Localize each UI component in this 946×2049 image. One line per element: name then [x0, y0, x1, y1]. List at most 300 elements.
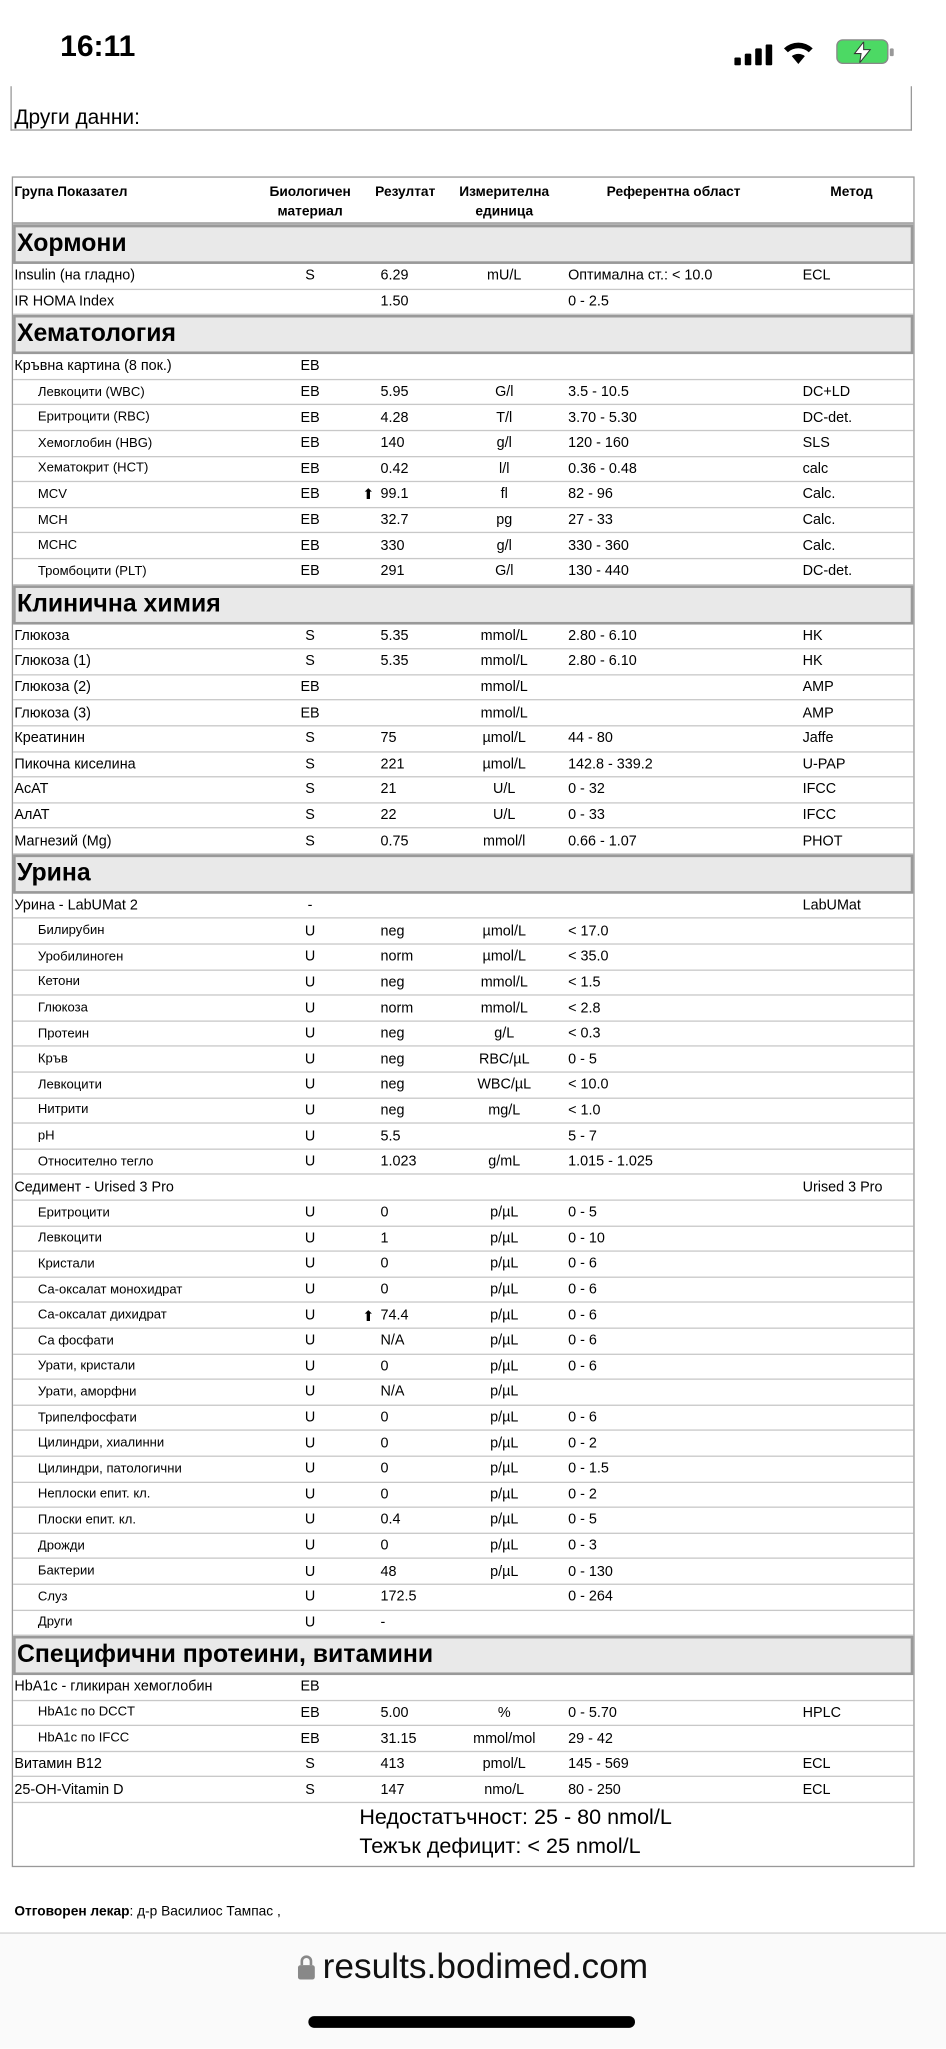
reference-text: 145 - 569 [568, 1756, 629, 1772]
cell-reference [558, 1128, 790, 1144]
cell-name [13, 1706, 261, 1720]
cell-material [261, 1563, 360, 1579]
cell-result [360, 1205, 451, 1221]
name-text: АлАТ [14, 807, 50, 824]
cell-unit [451, 731, 558, 747]
cell-material [261, 731, 360, 747]
table-row [13, 1354, 913, 1380]
cell-material [261, 563, 360, 579]
result-text: 5.95 [380, 384, 409, 400]
reference-text: 29 - 42 [568, 1730, 613, 1747]
cell-unit [451, 461, 558, 477]
result-text: norm [380, 949, 414, 965]
unit-text: mmol/L [480, 679, 528, 696]
cell-method [790, 731, 914, 747]
name-text: Слуз [37, 1589, 68, 1605]
cell-reference [558, 1154, 790, 1170]
reference-text: 0 - 5 [568, 1051, 597, 1068]
reference-text: 0 - 1.5 [568, 1461, 609, 1477]
cell-material [261, 1461, 360, 1477]
cell-unit [451, 1077, 558, 1093]
cell-name [13, 731, 260, 747]
result-text: 0.75 [380, 833, 409, 849]
result-text: 22 [380, 807, 397, 824]
table-row [13, 803, 913, 829]
name-text: Глюкоза (1) [14, 653, 91, 670]
result-text: 330 [380, 537, 405, 554]
table-row [13, 1482, 913, 1508]
cell-unit [451, 1282, 558, 1298]
name-text: Кръв [37, 1052, 68, 1067]
reference-text: < 1.0 [568, 1102, 601, 1119]
name-text: Бактерии [37, 1564, 95, 1579]
cell-reference [558, 756, 790, 772]
cell-unit [451, 538, 558, 554]
name-text: АсАТ [14, 781, 49, 798]
cell-name [13, 1590, 261, 1604]
material-text: S [305, 1781, 315, 1798]
cell-reference [558, 268, 790, 284]
cell-result [360, 1563, 451, 1579]
cell-result [360, 487, 451, 503]
cell-unit [451, 923, 558, 939]
cell-reference [558, 1410, 790, 1426]
method-text: ECL [802, 1781, 831, 1798]
name-text: pH [37, 1128, 55, 1144]
cell-reference [558, 949, 790, 965]
reference-text: < 10.0 [568, 1077, 609, 1093]
cell-unit [451, 563, 558, 579]
result-text: 6.29 [380, 268, 409, 284]
name-text: Кръвна картина (8 пок.) [14, 358, 172, 375]
material-text: U [304, 1537, 316, 1554]
method-text: HPLC [802, 1705, 841, 1721]
method-text: Urised 3 Pro [802, 1179, 883, 1196]
cell-result [360, 538, 451, 554]
cell-result [360, 756, 451, 772]
reference-text: < 0.3 [568, 1025, 601, 1042]
cell-result [360, 654, 451, 670]
results-table [12, 176, 915, 1867]
reference-text: < 35.0 [568, 949, 609, 965]
section-header: Хормони [13, 225, 913, 264]
table-row [13, 1778, 913, 1804]
cell-material [261, 1307, 360, 1323]
result-text: N/A [380, 1384, 405, 1400]
table-row [13, 508, 913, 534]
name-text: Левкоцити [37, 1231, 102, 1246]
name-text: 25-OH-Vitamin D [14, 1781, 124, 1798]
table-row [13, 1406, 913, 1432]
result-text: 32.7 [380, 512, 409, 528]
name-text: Цилиндри, хиалинни [37, 1436, 165, 1451]
cell-result [360, 1461, 451, 1477]
cell-name [13, 1615, 261, 1629]
cell-result [360, 1756, 451, 1772]
name-text: HbA1c по DCCT [37, 1705, 136, 1721]
cell-name [13, 1206, 261, 1220]
name-text: Урати, аморфни [37, 1384, 137, 1400]
cell-result [360, 1538, 451, 1554]
cell-reference [558, 1231, 790, 1247]
table-body [13, 225, 913, 1803]
cell-name [13, 807, 260, 823]
table-row [13, 559, 913, 585]
cell-reference [558, 410, 790, 426]
material-text: U [304, 1461, 316, 1477]
cell-material [261, 628, 360, 644]
cell-result [360, 435, 451, 451]
cell-result [360, 975, 451, 991]
unit-text: mmol/mol [473, 1730, 536, 1747]
home-indicator[interactable] [308, 2016, 635, 2028]
cell-reference [558, 807, 790, 823]
unit-text: mmol/L [480, 974, 528, 991]
cell-reference [558, 1000, 790, 1016]
material-text: EB [300, 358, 320, 375]
cell-name [13, 513, 261, 527]
table-row [13, 1226, 913, 1252]
reference-text: < 17.0 [568, 923, 609, 940]
cell-unit [451, 705, 558, 721]
name-text: Кристали [37, 1256, 95, 1272]
cell-name [13, 1052, 261, 1066]
unit-text: p/µL [490, 1384, 519, 1400]
cell-result [360, 563, 451, 579]
cell-unit [451, 1731, 558, 1747]
cell-name [13, 1513, 261, 1527]
section-header: Хематология [13, 315, 913, 354]
result-text: 0 [380, 1486, 389, 1503]
unit-text: U/L [493, 781, 516, 798]
unit-text: mmol/L [480, 705, 528, 721]
table-row [13, 1610, 913, 1636]
reference-text: 80 - 250 [568, 1781, 621, 1798]
cell-material [261, 512, 360, 528]
cell-material [261, 1256, 360, 1272]
cell-name [13, 359, 260, 375]
cell-unit [451, 435, 558, 451]
table-row [13, 1534, 913, 1560]
name-text: Insulin (на гладно) [14, 268, 136, 284]
unit-text: p/µL [490, 1333, 519, 1349]
material-text: - [307, 897, 313, 914]
table-row [13, 1457, 913, 1483]
reference-text: 0 - 10 [568, 1230, 605, 1247]
table-row [13, 829, 913, 855]
cell-reference [558, 1705, 790, 1721]
cell-material [261, 1756, 360, 1772]
unit-text: p/µL [490, 1307, 519, 1324]
material-text: U [304, 1128, 316, 1144]
name-text: Глюкоза (2) [14, 679, 91, 696]
name-text: Протеин [37, 1026, 90, 1041]
cell-unit [451, 487, 558, 503]
name-text: IR HOMA Index [14, 293, 115, 310]
material-text: U [304, 1281, 316, 1298]
result-text: 172.5 [380, 1589, 417, 1605]
cell-reference [558, 654, 790, 670]
table-row [13, 624, 913, 650]
cell-material [261, 1077, 360, 1093]
cell-reference [558, 975, 790, 991]
high-flag-arrow-icon: ⬆ [362, 487, 375, 504]
material-text: EB [300, 435, 320, 452]
material-text: S [305, 730, 315, 747]
cell-reference [558, 1205, 790, 1221]
reference-text: < 2.8 [568, 1000, 601, 1016]
unit-text: p/µL [490, 1205, 519, 1221]
name-text: Глюкоза (3) [14, 705, 91, 721]
unit-text: g/mL [488, 1153, 521, 1170]
cell-method [790, 268, 914, 284]
unit-text: µmol/L [482, 730, 526, 747]
cell-unit [451, 512, 558, 528]
material-text: EB [300, 486, 320, 503]
table-row [13, 1431, 913, 1457]
table-row [13, 1508, 913, 1534]
cell-reference [558, 1782, 790, 1798]
cell-reference [558, 1051, 790, 1067]
name-text: Билирубин [37, 924, 105, 939]
doctor-name: : д-р Василиос Тампас , [129, 1903, 281, 1920]
name-text: Ca-оксалат дихидрат [37, 1308, 167, 1323]
cell-name [13, 1078, 261, 1092]
table-header [13, 178, 913, 225]
cell-name [13, 564, 261, 578]
reference-text: 142.8 - 339.2 [568, 756, 653, 772]
material-text: U [304, 949, 316, 965]
result-text: 5.00 [380, 1705, 409, 1721]
reference-text: 2.80 - 6.10 [568, 628, 637, 644]
cell-reference [558, 1077, 790, 1093]
cell-unit [451, 1307, 558, 1323]
material-text: EB [300, 1705, 320, 1721]
table-row [13, 1047, 913, 1073]
cell-name [13, 385, 261, 399]
cell-result [360, 384, 451, 400]
cell-material [261, 1538, 360, 1554]
cell-result [360, 1705, 451, 1721]
cell-material [261, 1435, 360, 1451]
header-method: Метод [830, 184, 873, 200]
header-reference: Референтна област [606, 184, 741, 200]
name-text: Неплоски епит. кл. [37, 1487, 151, 1502]
cell-result [360, 1410, 451, 1426]
cell-result [360, 807, 451, 823]
cell-result [360, 833, 451, 849]
cell-result [360, 923, 451, 939]
cell-unit [451, 1563, 558, 1579]
table-row [13, 406, 913, 432]
method-text: IFCC [802, 807, 837, 824]
result-text: 75 [380, 730, 397, 747]
name-text: HbA1c - гликиран хемоглобин [14, 1679, 213, 1696]
unit-text: mmol/L [480, 653, 528, 670]
cell-name [13, 756, 260, 772]
name-text: MCHC [37, 538, 78, 553]
cell-material [261, 1359, 360, 1375]
method-text: HK [802, 628, 823, 644]
cell-reference [558, 435, 790, 451]
cell-unit [451, 268, 558, 284]
reference-text: 0 - 5 [568, 1205, 597, 1221]
cell-name [13, 1782, 260, 1798]
cell-result [360, 1103, 451, 1119]
material-text: S [305, 781, 315, 798]
cell-name [13, 679, 260, 695]
cell-result [360, 1051, 451, 1067]
reference-text: 0 - 6 [568, 1281, 597, 1298]
cell-unit [451, 654, 558, 670]
reference-text: 0 - 6 [568, 1409, 597, 1426]
unit-text: µmol/L [482, 756, 526, 772]
cell-unit [451, 756, 558, 772]
table-row [13, 1150, 913, 1176]
reference-text: 82 - 96 [568, 486, 613, 503]
result-text: 0 [380, 1435, 389, 1452]
name-text: Хематокрит (HCT) [37, 461, 149, 477]
method-text: Calc. [802, 512, 836, 528]
table-row [13, 1022, 913, 1048]
cell-name [13, 487, 261, 501]
unit-text: p/µL [490, 1537, 519, 1554]
result-text: 31.15 [380, 1730, 417, 1747]
reference-text: 0 - 32 [568, 781, 605, 798]
reference-text: 0 - 2.5 [568, 293, 609, 310]
cell-method [790, 782, 914, 798]
cell-method [790, 512, 914, 528]
cell-material [261, 1282, 360, 1298]
section-header: Клинична химия [13, 585, 913, 624]
vitamin-d-notes [13, 1803, 913, 1866]
cell-result [360, 1154, 451, 1170]
method-text: Jaffe [802, 730, 834, 747]
lock-icon [298, 1955, 315, 1980]
unit-text: % [497, 1705, 511, 1721]
cell-name [13, 1001, 261, 1015]
name-text: Урати, кристали [37, 1359, 136, 1374]
table-row [13, 1073, 913, 1099]
unit-text: fl [500, 486, 508, 503]
cell-unit [451, 1435, 558, 1451]
other-data-box [10, 86, 912, 130]
name-text: Уробилиноген [37, 949, 124, 965]
cell-name [13, 628, 260, 644]
material-text: S [305, 807, 315, 824]
cell-unit [451, 1410, 558, 1426]
result-text: 5.5 [380, 1128, 401, 1144]
cell-method [790, 1179, 914, 1195]
table-row [13, 431, 913, 457]
unit-text: p/µL [490, 1281, 519, 1298]
name-text: HbA1c по IFCC [37, 1731, 130, 1746]
cell-result [360, 1256, 451, 1272]
cell-result [360, 1589, 451, 1605]
material-text: U [304, 1025, 316, 1042]
other-data-label: Други данни: [14, 107, 140, 130]
cell-unit [451, 1026, 558, 1042]
result-text: 1 [380, 1230, 389, 1247]
result-text: 0.4 [380, 1512, 401, 1528]
material-text: S [305, 756, 315, 772]
reference-text: 0 - 6 [568, 1358, 597, 1375]
name-text: Ca фосфати [37, 1333, 114, 1349]
table-row [13, 534, 913, 560]
reference-text: 44 - 80 [568, 730, 613, 747]
result-text: 0 [380, 1537, 389, 1554]
table-row [13, 701, 913, 727]
cell-unit [451, 1103, 558, 1119]
unit-text: RBC/µL [478, 1051, 530, 1068]
table-row [13, 1201, 913, 1227]
cell-unit [451, 1756, 558, 1772]
cell-name [13, 436, 261, 450]
cell-reference [558, 833, 790, 849]
cell-material [261, 807, 360, 823]
unit-text: G/l [495, 384, 514, 400]
cell-unit [451, 1333, 558, 1349]
reference-text: 0 - 6 [568, 1256, 597, 1272]
note-line: Тежък дефицит: < 25 nmol/L [359, 1834, 641, 1859]
name-text: Урина - LabUMat 2 [14, 897, 138, 914]
cell-reference [558, 384, 790, 400]
unit-text: T/l [496, 409, 513, 426]
cell-method [790, 898, 914, 914]
cell-name [13, 1731, 261, 1745]
name-text: Седимент - Urised 3 Pro [14, 1179, 174, 1196]
cell-unit [451, 1705, 558, 1721]
result-text: - [380, 1614, 386, 1631]
cell-name [13, 1436, 261, 1450]
name-text: Хемоглобин (HBG) [37, 436, 153, 451]
cell-name [13, 782, 260, 798]
cell-reference [558, 782, 790, 798]
cell-reference [558, 1512, 790, 1528]
cell-method [790, 1756, 914, 1772]
table-row [13, 894, 913, 920]
material-text: U [304, 974, 316, 991]
unit-text: p/µL [490, 1256, 519, 1272]
name-text: Кетони [37, 975, 80, 990]
table-row [13, 1752, 913, 1778]
cell-name [13, 1283, 261, 1297]
cell-name [13, 1257, 261, 1271]
table-row [13, 1585, 913, 1611]
cell-unit [451, 1205, 558, 1221]
cell-material [261, 923, 360, 939]
table-row [13, 290, 913, 316]
cell-name [13, 1334, 261, 1348]
result-text: 0 [380, 1358, 389, 1375]
url-display[interactable] [0, 1947, 946, 1988]
header-name: Група Показател [14, 184, 128, 200]
table-row [13, 1726, 913, 1752]
cell-name [13, 1487, 261, 1501]
method-text: AMP [802, 679, 834, 696]
material-text: U [304, 1512, 316, 1528]
material-text: U [304, 1205, 316, 1221]
result-text: 5.35 [380, 628, 409, 644]
cell-name [13, 833, 260, 849]
cell-material [261, 782, 360, 798]
cell-result [360, 512, 451, 528]
cell-reference [558, 1589, 790, 1605]
reference-text: 1.015 - 1.025 [568, 1153, 653, 1170]
unit-text: l/l [499, 461, 510, 477]
cell-unit [451, 384, 558, 400]
method-text: Calc. [802, 537, 836, 554]
